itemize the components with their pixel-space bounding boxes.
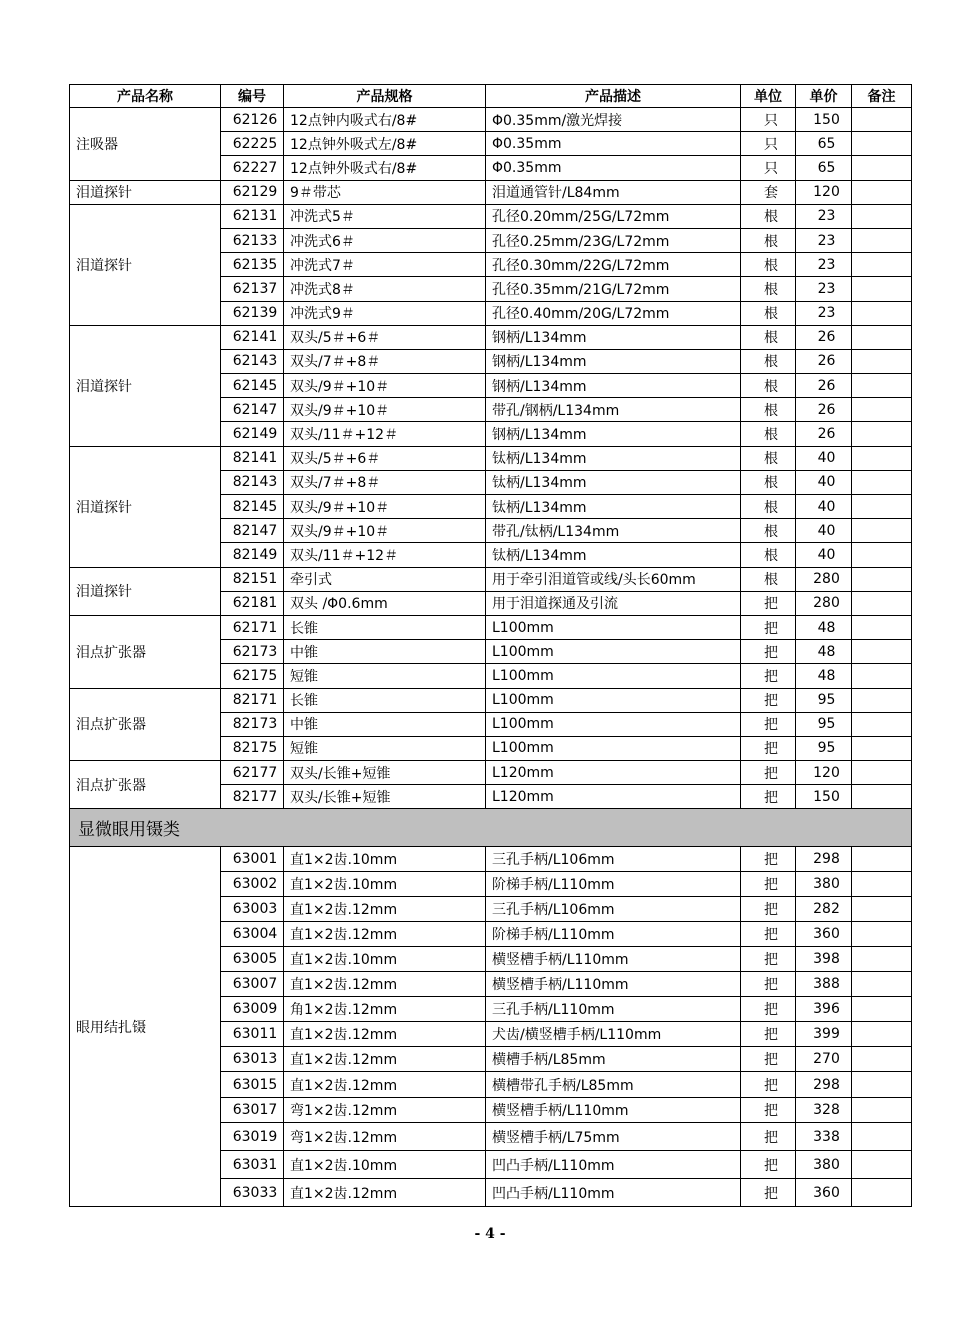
spec-cell: 双头/9＃+10＃ (284, 519, 486, 543)
price-cell: 23 (796, 301, 852, 325)
code-cell: 62137 (221, 277, 284, 301)
code-cell: 62126 (221, 108, 284, 132)
product-name-cell: 泪道探针 (70, 180, 221, 204)
unit-cell: 把 (741, 1179, 796, 1207)
remarks-cell (852, 277, 912, 301)
remarks-cell (852, 349, 912, 373)
spec-cell: 双头/11＃+12＃ (284, 543, 486, 567)
price-cell: 95 (796, 688, 852, 712)
description-cell: 犬齿/横竖槽手柄/L110mm (486, 1022, 741, 1047)
unit-cell: 根 (741, 253, 796, 277)
spec-cell: 长锥 (284, 615, 486, 639)
unit-cell: 把 (741, 664, 796, 688)
price-cell: 120 (796, 761, 852, 785)
remarks-cell (852, 1072, 912, 1098)
unit-cell: 把 (741, 640, 796, 664)
description-cell: 横竖槽手柄/L110mm (486, 1098, 741, 1123)
table-row (70, 567, 912, 591)
product-name-cell: 泪道探针 (70, 325, 221, 446)
remarks-cell (852, 712, 912, 736)
code-cell: 82177 (221, 785, 284, 809)
spec-cell: 中锥 (284, 640, 486, 664)
remarks-cell (852, 180, 912, 204)
description-cell: 横槽手柄/L85mm (486, 1047, 741, 1072)
product-name-cell: 泪点扩张器 (70, 761, 221, 809)
unit-cell: 只 (741, 108, 796, 132)
code-cell: 63013 (221, 1047, 284, 1072)
description-cell: L100mm (486, 736, 741, 760)
description-cell: 三孔手柄/L106mm (486, 897, 741, 922)
description-cell: 带孔/钛柄/L134mm (486, 519, 741, 543)
code-cell: 82141 (221, 446, 284, 470)
remarks-cell (852, 132, 912, 156)
unit-cell: 把 (741, 591, 796, 615)
unit-cell: 把 (741, 1098, 796, 1123)
spec-cell: 直1×2齿.12mm (284, 972, 486, 997)
spec-cell: 双头 /Φ0.6mm (284, 591, 486, 615)
code-cell: 62173 (221, 640, 284, 664)
description-cell: Φ0.35mm (486, 156, 741, 180)
description-cell: 钛柄/L134mm (486, 495, 741, 519)
spec-cell: 12点钟外吸式左/8# (284, 132, 486, 156)
price-cell: 399 (796, 1022, 852, 1047)
description-cell: 钛柄/L134mm (486, 543, 741, 567)
spec-cell: 直1×2齿.10mm (284, 847, 486, 872)
spec-cell: 直1×2齿.12mm (284, 897, 486, 922)
unit-cell: 根 (741, 422, 796, 446)
description-cell: 凹凸手柄/L110mm (486, 1151, 741, 1179)
description-cell: L100mm (486, 712, 741, 736)
price-cell: 95 (796, 736, 852, 760)
description-cell: 凹凸手柄/L110mm (486, 1179, 741, 1207)
description-cell: 横竖槽手柄/L110mm (486, 947, 741, 972)
remarks-cell (852, 495, 912, 519)
description-cell: 孔径0.20mm/25G/L72mm (486, 204, 741, 228)
remarks-cell (852, 1123, 912, 1151)
spec-cell: 双头/5＃+6＃ (284, 446, 486, 470)
description-cell: L100mm (486, 664, 741, 688)
code-cell: 82173 (221, 712, 284, 736)
remarks-cell (852, 847, 912, 872)
code-cell: 63011 (221, 1022, 284, 1047)
header-unit: 单位 (741, 85, 796, 108)
remarks-cell (852, 567, 912, 591)
code-cell: 62133 (221, 228, 284, 252)
spec-cell: 12点钟外吸式右/8# (284, 156, 486, 180)
code-cell: 62225 (221, 132, 284, 156)
code-cell: 82171 (221, 688, 284, 712)
header-product-name: 产品名称 (70, 85, 221, 108)
code-cell: 62131 (221, 204, 284, 228)
unit-cell: 把 (741, 897, 796, 922)
unit-cell: 根 (741, 495, 796, 519)
price-cell: 65 (796, 132, 852, 156)
spec-cell: 双头/9＃+10＃ (284, 398, 486, 422)
spec-cell: 角1×2齿.12mm (284, 997, 486, 1022)
unit-cell: 把 (741, 688, 796, 712)
code-cell: 63009 (221, 997, 284, 1022)
spec-cell: 冲洗式6＃ (284, 228, 486, 252)
price-cell: 26 (796, 325, 852, 349)
table-row (70, 761, 912, 785)
price-cell: 26 (796, 374, 852, 398)
table-header-row (70, 85, 912, 108)
table-row (70, 180, 912, 204)
code-cell: 63007 (221, 972, 284, 997)
unit-cell: 根 (741, 446, 796, 470)
spec-cell: 双头/长锥+短锥 (284, 785, 486, 809)
remarks-cell (852, 204, 912, 228)
unit-cell: 把 (741, 615, 796, 639)
spec-cell: 直1×2齿.10mm (284, 1151, 486, 1179)
remarks-cell (852, 156, 912, 180)
product-name-cell: 泪道探针 (70, 446, 221, 567)
remarks-cell (852, 519, 912, 543)
code-cell: 63001 (221, 847, 284, 872)
code-cell: 82147 (221, 519, 284, 543)
remarks-cell (852, 1151, 912, 1179)
remarks-cell (852, 688, 912, 712)
code-cell: 63003 (221, 897, 284, 922)
remarks-cell (852, 398, 912, 422)
description-cell: 钢柄/L134mm (486, 349, 741, 373)
remarks-cell (852, 785, 912, 809)
price-cell: 396 (796, 997, 852, 1022)
spec-cell: 直1×2齿.12mm (284, 1072, 486, 1098)
unit-cell: 根 (741, 325, 796, 349)
spec-cell: 双头/9＃+10＃ (284, 374, 486, 398)
price-cell: 40 (796, 446, 852, 470)
table-body-bottom (70, 847, 912, 1207)
product-name-cell: 泪点扩张器 (70, 688, 221, 761)
spec-cell: 冲洗式9＃ (284, 301, 486, 325)
spec-cell: 直1×2齿.12mm (284, 922, 486, 947)
code-cell: 63004 (221, 922, 284, 947)
price-cell: 40 (796, 543, 852, 567)
description-cell: 带孔/钢柄/L134mm (486, 398, 741, 422)
remarks-cell (852, 470, 912, 494)
remarks-cell (852, 615, 912, 639)
price-cell: 360 (796, 1179, 852, 1207)
product-name-cell: 注吸器 (70, 108, 221, 181)
remarks-cell (852, 422, 912, 446)
unit-cell: 根 (741, 398, 796, 422)
table-row (70, 688, 912, 712)
code-cell: 62135 (221, 253, 284, 277)
code-cell: 62139 (221, 301, 284, 325)
unit-cell: 根 (741, 543, 796, 567)
unit-cell: 根 (741, 374, 796, 398)
unit-cell: 根 (741, 519, 796, 543)
description-cell: Φ0.35mm (486, 132, 741, 156)
description-cell: 孔径0.30mm/22G/L72mm (486, 253, 741, 277)
unit-cell: 把 (741, 785, 796, 809)
description-cell: 三孔手柄/L110mm (486, 997, 741, 1022)
remarks-cell (852, 591, 912, 615)
code-cell: 82175 (221, 736, 284, 760)
description-cell: 用于牵引泪道管或线/头长60mm (486, 567, 741, 591)
header-spec: 产品规格 (284, 85, 486, 108)
unit-cell: 把 (741, 872, 796, 897)
spec-cell: 长锥 (284, 688, 486, 712)
price-cell: 398 (796, 947, 852, 972)
spec-cell: 冲洗式7＃ (284, 253, 486, 277)
description-cell: 横竖槽手柄/L110mm (486, 972, 741, 997)
price-cell: 40 (796, 495, 852, 519)
price-cell: 48 (796, 615, 852, 639)
code-cell: 62227 (221, 156, 284, 180)
description-cell: L120mm (486, 785, 741, 809)
spec-cell: 双头/5＃+6＃ (284, 325, 486, 349)
description-cell: 钢柄/L134mm (486, 422, 741, 446)
remarks-cell (852, 446, 912, 470)
unit-cell: 根 (741, 567, 796, 591)
product-table (69, 84, 912, 1207)
description-cell: 三孔手柄/L106mm (486, 847, 741, 872)
price-cell: 328 (796, 1098, 852, 1123)
spec-cell: 弯1×2齿.12mm (284, 1098, 486, 1123)
header-code: 编号 (221, 85, 284, 108)
section-title: 显微眼用镊类 (70, 809, 912, 847)
description-cell: 横竖槽手柄/L75mm (486, 1123, 741, 1151)
table-row (70, 108, 912, 132)
price-cell: 23 (796, 228, 852, 252)
code-cell: 62149 (221, 422, 284, 446)
code-cell: 82143 (221, 470, 284, 494)
price-cell: 298 (796, 1072, 852, 1098)
unit-cell: 根 (741, 349, 796, 373)
description-cell: 钛柄/L134mm (486, 470, 741, 494)
table-row (70, 204, 912, 228)
code-cell: 82145 (221, 495, 284, 519)
remarks-cell (852, 640, 912, 664)
code-cell: 62145 (221, 374, 284, 398)
unit-cell: 把 (741, 847, 796, 872)
unit-cell: 把 (741, 1151, 796, 1179)
price-cell: 380 (796, 1151, 852, 1179)
spec-cell: 9＃带芯 (284, 180, 486, 204)
unit-cell: 把 (741, 997, 796, 1022)
code-cell: 62181 (221, 591, 284, 615)
price-cell: 150 (796, 108, 852, 132)
code-cell: 63015 (221, 1072, 284, 1098)
unit-cell: 根 (741, 301, 796, 325)
remarks-cell (852, 253, 912, 277)
code-cell: 62171 (221, 615, 284, 639)
unit-cell: 根 (741, 228, 796, 252)
spec-cell: 12点钟内吸式右/8# (284, 108, 486, 132)
remarks-cell (852, 872, 912, 897)
code-cell: 62143 (221, 349, 284, 373)
price-cell: 338 (796, 1123, 852, 1151)
code-cell: 62175 (221, 664, 284, 688)
price-cell: 95 (796, 712, 852, 736)
code-cell: 63002 (221, 872, 284, 897)
description-cell: 阶梯手柄/L110mm (486, 872, 741, 897)
spec-cell: 双头/11＃+12＃ (284, 422, 486, 446)
unit-cell: 把 (741, 712, 796, 736)
product-name-cell: 泪点扩张器 (70, 615, 221, 688)
code-cell: 62129 (221, 180, 284, 204)
price-cell: 23 (796, 204, 852, 228)
remarks-cell (852, 1179, 912, 1207)
table-row (70, 615, 912, 639)
remarks-cell (852, 972, 912, 997)
unit-cell: 套 (741, 180, 796, 204)
code-cell: 63017 (221, 1098, 284, 1123)
price-cell: 26 (796, 349, 852, 373)
price-cell: 23 (796, 277, 852, 301)
description-cell: 横槽带孔手柄/L85mm (486, 1072, 741, 1098)
remarks-cell (852, 543, 912, 567)
price-cell: 360 (796, 922, 852, 947)
section-row (70, 809, 912, 847)
description-cell: 泪道通管针/L84mm (486, 180, 741, 204)
remarks-cell (852, 228, 912, 252)
remarks-cell (852, 897, 912, 922)
spec-cell: 双头/7＃+8＃ (284, 470, 486, 494)
unit-cell: 把 (741, 761, 796, 785)
price-cell: 150 (796, 785, 852, 809)
code-cell: 62147 (221, 398, 284, 422)
unit-cell: 根 (741, 204, 796, 228)
unit-cell: 只 (741, 156, 796, 180)
remarks-cell (852, 1098, 912, 1123)
remarks-cell (852, 301, 912, 325)
description-cell: Φ0.35mm/激光焊接 (486, 108, 741, 132)
price-cell: 388 (796, 972, 852, 997)
price-cell: 282 (796, 897, 852, 922)
unit-cell: 把 (741, 1047, 796, 1072)
unit-cell: 把 (741, 736, 796, 760)
spec-cell: 牵引式 (284, 567, 486, 591)
spec-cell: 直1×2齿.12mm (284, 1047, 486, 1072)
remarks-cell (852, 108, 912, 132)
table-body-top (70, 108, 912, 809)
unit-cell: 把 (741, 1072, 796, 1098)
product-name-cell: 泪道探针 (70, 567, 221, 615)
remarks-cell (852, 736, 912, 760)
spec-cell: 双头/7＃+8＃ (284, 349, 486, 373)
description-cell: 钛柄/L134mm (486, 446, 741, 470)
description-cell: 孔径0.35mm/21G/L72mm (486, 277, 741, 301)
spec-cell: 直1×2齿.12mm (284, 1179, 486, 1207)
remarks-cell (852, 664, 912, 688)
unit-cell: 把 (741, 922, 796, 947)
spec-cell: 双头/长锥+短锥 (284, 761, 486, 785)
code-cell: 62177 (221, 761, 284, 785)
remarks-cell (852, 325, 912, 349)
price-cell: 23 (796, 253, 852, 277)
price-cell: 298 (796, 847, 852, 872)
header-remarks: 备注 (852, 85, 912, 108)
price-cell: 280 (796, 567, 852, 591)
unit-cell: 根 (741, 277, 796, 301)
spec-cell: 双头/9＃+10＃ (284, 495, 486, 519)
price-cell: 26 (796, 422, 852, 446)
spec-cell: 直1×2齿.10mm (284, 947, 486, 972)
description-cell: L120mm (486, 761, 741, 785)
code-cell: 63031 (221, 1151, 284, 1179)
code-cell: 63019 (221, 1123, 284, 1151)
price-cell: 120 (796, 180, 852, 204)
price-cell: 270 (796, 1047, 852, 1072)
spec-cell: 直1×2齿.10mm (284, 872, 486, 897)
table-row (70, 446, 912, 470)
price-cell: 26 (796, 398, 852, 422)
code-cell: 63005 (221, 947, 284, 972)
spec-cell: 冲洗式5＃ (284, 204, 486, 228)
header-price: 单价 (796, 85, 852, 108)
description-cell: 阶梯手柄/L110mm (486, 922, 741, 947)
unit-cell: 根 (741, 470, 796, 494)
product-name-cell: 泪道探针 (70, 204, 221, 325)
spec-cell: 短锥 (284, 736, 486, 760)
header-description: 产品描述 (486, 85, 741, 108)
spec-cell: 弯1×2齿.12mm (284, 1123, 486, 1151)
remarks-cell (852, 997, 912, 1022)
price-cell: 380 (796, 872, 852, 897)
price-cell: 65 (796, 156, 852, 180)
spec-cell: 冲洗式8＃ (284, 277, 486, 301)
table-row (70, 847, 912, 872)
description-cell: L100mm (486, 640, 741, 664)
description-cell: L100mm (486, 688, 741, 712)
spec-cell: 直1×2齿.12mm (284, 1022, 486, 1047)
remarks-cell (852, 922, 912, 947)
code-cell: 82149 (221, 543, 284, 567)
spec-cell: 中锥 (284, 712, 486, 736)
product-name-cell: 眼用结扎镊 (70, 847, 221, 1207)
description-cell: 钢柄/L134mm (486, 374, 741, 398)
unit-cell: 只 (741, 132, 796, 156)
description-cell: 孔径0.40mm/20G/L72mm (486, 301, 741, 325)
remarks-cell (852, 761, 912, 785)
unit-cell: 把 (741, 1123, 796, 1151)
remarks-cell (852, 374, 912, 398)
section-body (70, 809, 912, 847)
unit-cell: 把 (741, 1022, 796, 1047)
remarks-cell (852, 1047, 912, 1072)
unit-cell: 把 (741, 947, 796, 972)
remarks-cell (852, 1022, 912, 1047)
code-cell: 63033 (221, 1179, 284, 1207)
remarks-cell (852, 947, 912, 972)
page-number: - 4 - (474, 1226, 506, 1242)
spec-cell: 短锥 (284, 664, 486, 688)
price-cell: 40 (796, 519, 852, 543)
price-cell: 48 (796, 664, 852, 688)
description-cell: 用于泪道探通及引流 (486, 591, 741, 615)
description-cell: 钢柄/L134mm (486, 325, 741, 349)
table-row (70, 325, 912, 349)
description-cell: L100mm (486, 615, 741, 639)
price-cell: 48 (796, 640, 852, 664)
description-cell: 孔径0.25mm/23G/L72mm (486, 228, 741, 252)
code-cell: 62141 (221, 325, 284, 349)
price-cell: 40 (796, 470, 852, 494)
price-cell: 280 (796, 591, 852, 615)
code-cell: 82151 (221, 567, 284, 591)
unit-cell: 把 (741, 972, 796, 997)
